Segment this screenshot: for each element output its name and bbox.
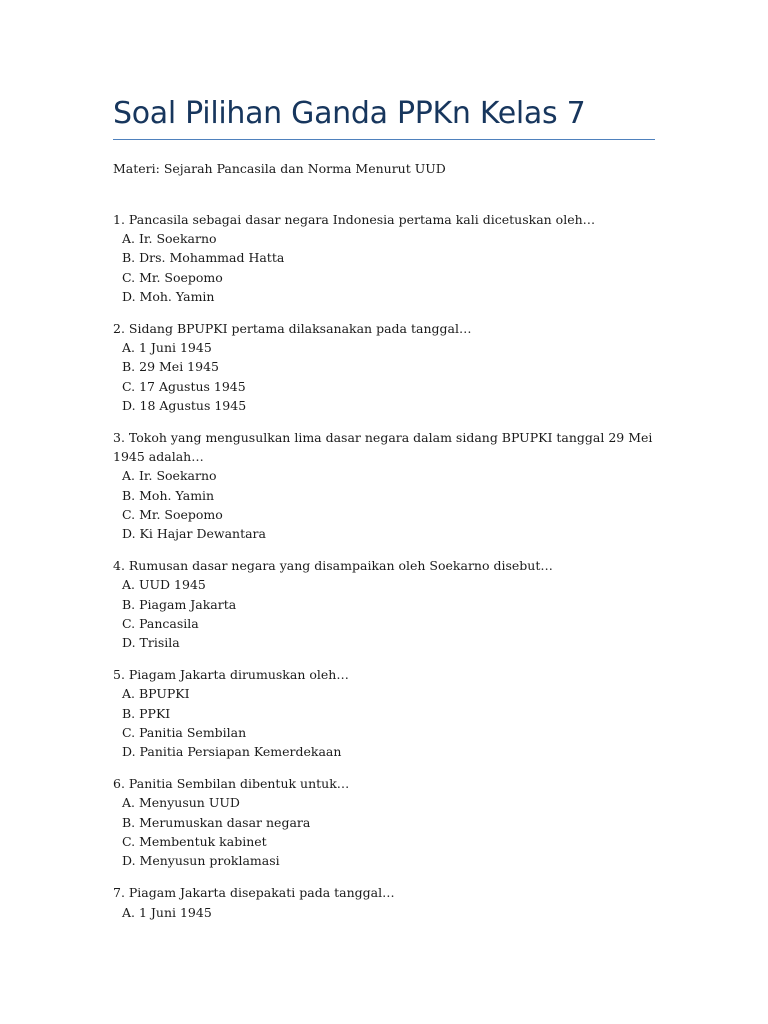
option-list — [113, 466, 655, 543]
title-underline — [113, 139, 655, 140]
option-item: C. Mr. Soepomo — [122, 506, 223, 522]
option-item: D. 18 Agustus 1945 — [122, 397, 247, 413]
option-item: A. UUD 1945 — [122, 577, 206, 593]
question-text: 6. Panitia Sembilan dibentuk untuk… — [113, 776, 350, 792]
option-item: D. Trisila — [122, 635, 180, 651]
question-item — [113, 319, 655, 415]
option-list — [113, 903, 655, 922]
question-list — [113, 210, 655, 935]
document-title: Soal Pilihan Ganda PPKn Kelas 7 — [113, 96, 586, 131]
option-item: C. Panitia Sembilan — [122, 724, 247, 740]
option-item: C. Mr. Soepomo — [122, 269, 223, 285]
question-item — [113, 883, 655, 921]
document-subtitle: Materi: Sejarah Pancasila dan Norma Menurut UUD — [113, 161, 446, 176]
option-item: C. 17 Agustus 1945 — [122, 378, 246, 394]
option-item: A. 1 Juni 1945 — [122, 340, 212, 356]
question-text: 2. Sidang BPUPKI pertama dilaksanakan pada tanggal… — [113, 321, 472, 337]
option-list — [113, 684, 655, 761]
option-item: B. PPKI — [122, 705, 171, 721]
option-list — [113, 793, 655, 870]
option-item: A. 1 Juni 1945 — [122, 904, 212, 920]
question-text: 1. Pancasila sebagai dasar negara Indonesia pertama kali dicetuskan oleh… — [113, 212, 596, 227]
question-text: 5. Piagam Jakarta dirumuskan oleh… — [113, 667, 349, 683]
option-item: C. Pancasila — [122, 615, 199, 631]
question-text: 7. Piagam Jakarta disepakati pada tanggal… — [113, 885, 395, 901]
option-item: B. Merumuskan dasar negara — [122, 814, 311, 830]
option-item: D. Moh. Yamin — [122, 288, 215, 304]
option-item: B. Drs. Mohammad Hatta — [122, 250, 285, 266]
option-list — [113, 338, 655, 415]
option-item: B. Piagam Jakarta — [122, 596, 237, 612]
option-item: D. Panitia Persiapan Kemerdekaan — [122, 744, 342, 760]
question-text: 4. Rumusan dasar negara yang disampaikan oleh Soekarno disebut… — [113, 558, 553, 574]
option-item: D. Ki Hajar Dewantara — [122, 526, 266, 542]
question-item — [113, 774, 655, 870]
question-item — [113, 556, 655, 652]
option-item: B. 29 Mei 1945 — [122, 359, 219, 375]
option-list — [113, 229, 655, 306]
option-item: B. Moh. Yamin — [122, 487, 215, 503]
option-item: A. Ir. Soekarno — [122, 468, 217, 484]
question-text: 3. Tokoh yang mengusulkan lima dasar negara dalam sidang BPUPKI tanggal 29 Mei 1945 adalah… — [113, 430, 653, 465]
option-item: A. BPUPKI — [122, 686, 190, 702]
option-item: A. Ir. Soekarno — [122, 231, 217, 247]
question-item — [113, 210, 655, 306]
option-item: D. Menyusun proklamasi — [122, 853, 280, 869]
option-item: A. Menyusun UUD — [122, 795, 240, 811]
question-item — [113, 428, 655, 543]
option-list — [113, 575, 655, 652]
option-item: C. Membentuk kabinet — [122, 833, 267, 849]
question-item — [113, 665, 655, 761]
